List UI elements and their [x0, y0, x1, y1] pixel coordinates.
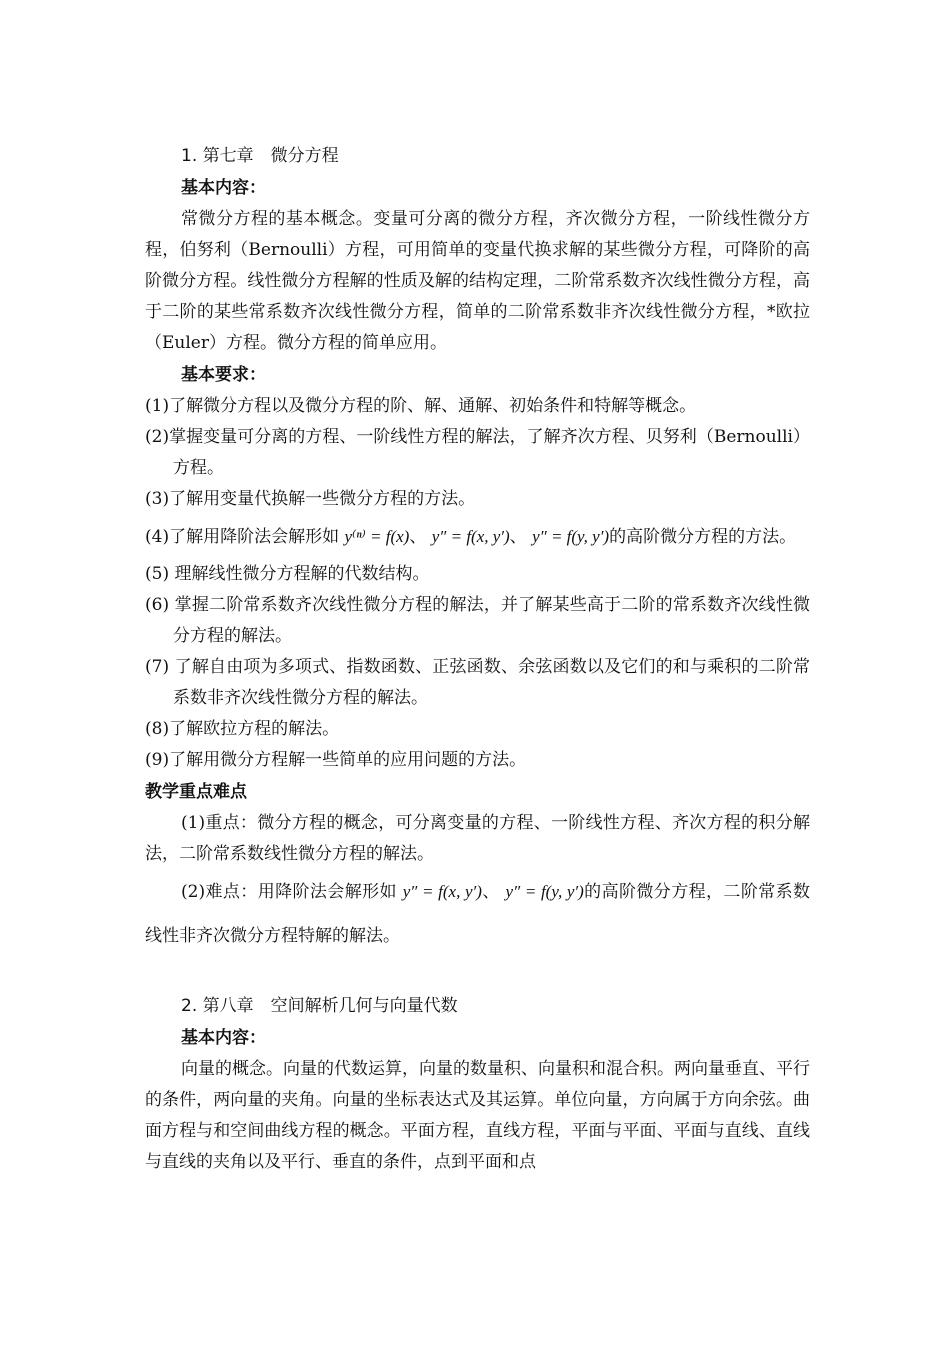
requirement-3: (3)了解用变量代换解一些微分方程的方法。 [145, 489, 476, 509]
requirement-4-prefix: (4)了解用降阶法会解形如 [145, 527, 340, 547]
key-point-2 [145, 870, 810, 958]
separator: 、 [509, 527, 527, 547]
key-point-1: (1)重点：微分方程的概念，可分离变量的方程、一阶线性方程、齐次方程的积分解法，二阶常系数线性微分方程的解法。 [145, 813, 810, 864]
document-body [145, 140, 810, 1178]
requirement-4-suffix: 的高阶微分方程的方法。 [609, 527, 797, 547]
chapter-7-title: 1. 第七章 微分方程 [181, 146, 339, 166]
equation-missing-y: y″ = f(x, y′) [402, 882, 482, 901]
requirement-5: (5) 理解线性微分方程解的代数结构。 [145, 564, 430, 584]
chapter-7-basic-content: 常微分方程的基本概念。变量可分离的微分方程，齐次微分方程，一阶线性微分方程，伯努利（Bernoulli）方程，可用简单的变量代换求解的某些微分方程，可降阶的高阶微分方程。线性微分方程解的性质及解的结构定理，二阶常系数齐次线性微分方程，高于二阶的某些常系数齐次线性微分方程，简单的二阶常系数非齐次线性微分方程，*欧拉（Euler）方程。微分方程的简单应用。 [145, 209, 810, 353]
requirement-9: (9)了解用微分方程解一些简单的应用问题的方法。 [145, 750, 527, 770]
requirement-4 [145, 515, 810, 559]
chapter-8-basic-content: 向量的概念。向量的代数运算，向量的数量积、向量积和混合积。两向量垂直、平行的条件，两向量的夹角。向量的坐标表达式及其运算。单位向量，方向属于方向余弦。曲面方程与和空间曲线方程的概念。平面方程，直线方程，平面与平面、平面与直线、直线与直线的夹角以及平行、垂直的条件，点到平面和点 [145, 1059, 810, 1172]
chapter-7-requirements-label: 基本要求： [181, 365, 266, 385]
chapter-8-title: 2. 第八章 空间解析几何与向量代数 [181, 996, 458, 1016]
equation-missing-y: y″ = f(x, y′) [431, 527, 510, 546]
chapter-8-basic-content-label: 基本内容： [181, 1028, 266, 1048]
requirement-7: (7) 了解自由项为多项式、指数函数、正弦函数、余弦函数以及它们的和与乘积的二阶常系数非齐次线性微分方程的解法。 [145, 657, 810, 708]
requirement-1: (1)了解微分方程以及微分方程的阶、解、通解、初始条件和特解等概念。 [145, 396, 697, 416]
chapter-7-basic-content-label: 基本内容： [181, 178, 266, 198]
equation-missing-x: y″ = f(y, y′) [532, 527, 610, 546]
requirement-6: (6) 掌握二阶常系数齐次线性微分方程的解法，并了解某些高于二阶的常系数齐次线性微分方程的解法。 [145, 595, 810, 646]
requirement-8: (8)了解欧拉方程的解法。 [145, 719, 340, 739]
equation-nth-order: y⁽ⁿ⁾ = f(x) [344, 527, 410, 546]
key-point-2-suffix: 的高阶微分方程，二阶常系数线性非齐次微分方程特解的解法。 [145, 882, 811, 946]
separator: 、 [409, 527, 427, 547]
requirement-2: (2)掌握变量可分离的方程、一阶线性方程的解法，了解齐次方程、贝努利（Bernoulli）方程。 [145, 427, 810, 478]
separator: 、 [481, 882, 500, 902]
key-point-2-prefix: (2)难点：用降阶法会解形如 [181, 882, 397, 902]
key-points-label: 教学重点难点 [145, 782, 247, 802]
equation-missing-x: y″ = f(y, y′) [505, 882, 584, 901]
section-spacer [145, 958, 810, 990]
